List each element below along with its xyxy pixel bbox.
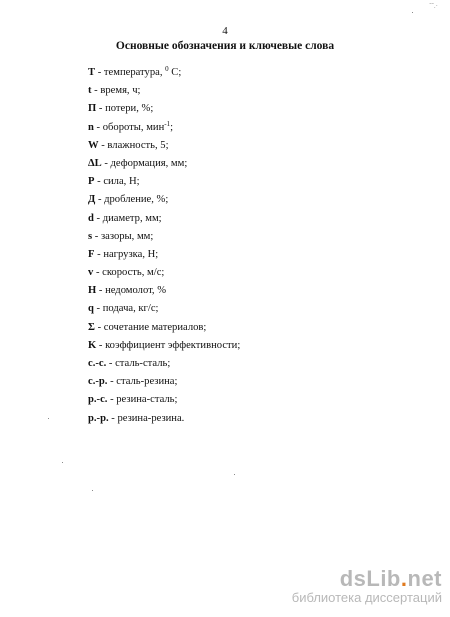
symbol-label: W (88, 139, 99, 151)
symbol-separator: - (98, 139, 108, 151)
symbol-description: недомолот, % (105, 285, 167, 297)
symbol-row (88, 119, 408, 137)
symbol-label: t (88, 85, 92, 97)
symbol-row (88, 337, 408, 355)
symbol-separator: - (96, 339, 106, 351)
symbol-description-tail: ; (170, 121, 174, 133)
symbol-row (88, 137, 408, 155)
symbol-label: K (88, 339, 97, 351)
symbol-label: с.-с. (88, 358, 107, 369)
symbol-label: Н (88, 285, 97, 297)
symbol-label: T (88, 67, 96, 78)
symbol-description: скорость, м/с; (102, 267, 165, 279)
corner-scan-mark: ˜˜.· (429, 2, 438, 10)
symbol-separator: - (101, 157, 111, 169)
symbol-label: n (88, 121, 94, 133)
symbol-row (88, 264, 408, 282)
symbol-row (88, 282, 408, 300)
symbol-label: P (88, 176, 95, 188)
symbol-row (88, 228, 408, 246)
symbol-superscript: -1 (164, 119, 171, 128)
symbol-description: нагрузка, Н; (103, 248, 159, 260)
watermark-logo-dot: . (400, 566, 408, 591)
symbol-description: резина-сталь; (116, 394, 178, 406)
page-number: 4 (222, 25, 228, 37)
symbol-separator: - (107, 376, 117, 388)
symbol-separator: - (94, 321, 104, 333)
symbol-separator: - (93, 212, 103, 224)
symbol-separator: - (108, 412, 118, 424)
symbol-separator: - (93, 303, 103, 315)
symbol-label: р.-с. (88, 394, 108, 406)
symbol-separator: - (93, 121, 103, 133)
symbol-row (88, 64, 408, 82)
page-title: Основные обозначения и ключевые слова (115, 40, 335, 52)
watermark-logo-main: dsLib (339, 566, 401, 591)
symbol-row (88, 173, 408, 191)
symbol-row (88, 210, 408, 228)
symbol-row (88, 373, 408, 391)
symbol-separator: - (94, 176, 104, 188)
symbol-separator: - (106, 358, 116, 369)
symbol-row (88, 300, 408, 318)
symbol-description: влажность, 5; (107, 139, 169, 151)
symbol-separator: - (92, 230, 101, 242)
symbol-separator: - (95, 194, 105, 206)
scan-speck (234, 474, 235, 475)
symbol-row (88, 191, 408, 209)
symbol-label: р.-р. (88, 412, 109, 424)
symbol-separator: - (91, 85, 101, 97)
symbol-separator: - (94, 248, 104, 260)
symbol-description: деформация, мм; (110, 157, 188, 169)
symbol-label: с.-р. (88, 376, 108, 388)
symbol-label: s (88, 230, 93, 242)
symbol-separator: - (95, 67, 104, 78)
symbol-list (88, 64, 408, 428)
symbol-row (88, 82, 408, 100)
watermark-subtitle: библиотека диссертаций (291, 590, 442, 605)
symbol-description: сталь-резина; (116, 376, 178, 388)
symbol-description: дробление, %; (104, 194, 169, 206)
symbol-description: резина-резина. (117, 412, 185, 424)
scan-speck (48, 418, 49, 419)
symbol-description: подача, кг/с; (102, 303, 159, 315)
symbol-separator: - (96, 103, 106, 115)
symbol-separator: - (107, 394, 117, 406)
symbol-description-tail: С; (168, 67, 182, 78)
symbol-description: диаметр, мм; (102, 212, 162, 224)
watermark (292, 566, 442, 605)
watermark-logo-tld: net (407, 566, 442, 591)
symbol-row (88, 100, 408, 118)
symbol-row (88, 410, 408, 428)
symbol-label: Д (88, 194, 96, 206)
symbol-description: сочетание материалов; (103, 321, 207, 333)
symbol-label: q (88, 303, 94, 315)
symbol-description: зазоры, мм; (100, 230, 154, 242)
symbol-description: температура, (103, 67, 166, 78)
symbol-row (88, 355, 408, 373)
symbol-description: коэффициент эффективности; (105, 339, 241, 351)
symbol-separator: - (96, 285, 106, 297)
scan-speck (412, 12, 413, 13)
symbol-label: Σ (88, 321, 95, 333)
scan-speck (92, 490, 93, 491)
symbol-row (88, 155, 408, 173)
symbol-label: v (88, 267, 94, 279)
symbol-description: обороты, мин (102, 121, 165, 133)
symbol-description: время, ч; (100, 85, 141, 97)
symbol-separator: - (93, 267, 103, 279)
symbol-label: d (88, 212, 94, 224)
scan-speck (62, 462, 63, 463)
symbol-label: F (88, 248, 95, 260)
watermark-logo (292, 566, 442, 592)
symbol-row (88, 391, 408, 409)
symbol-label: П (88, 103, 97, 115)
symbol-row (88, 319, 408, 337)
symbol-description: потери, %; (105, 103, 154, 115)
symbol-description: сталь-сталь; (115, 358, 171, 369)
symbol-description: сила, Н; (103, 176, 140, 188)
symbol-superscript: 0 (165, 65, 169, 73)
symbol-row (88, 246, 408, 264)
symbol-label: ΔL (88, 157, 102, 169)
